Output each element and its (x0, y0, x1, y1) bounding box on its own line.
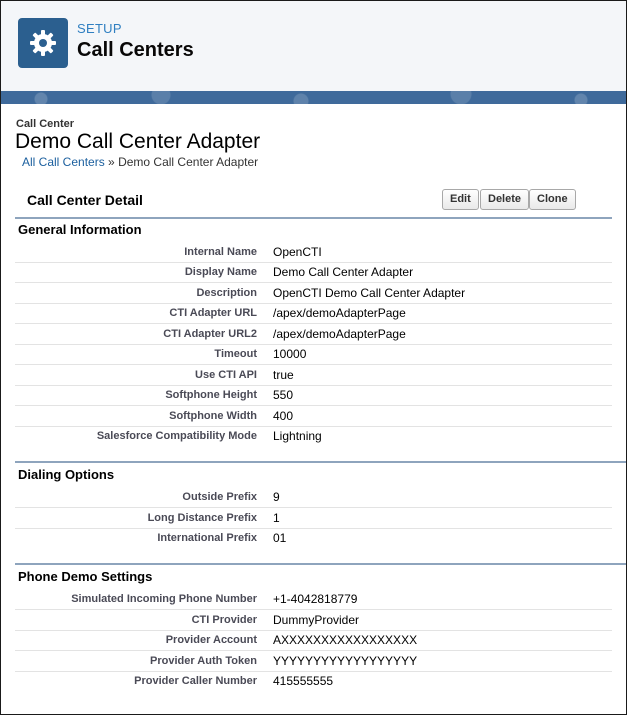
setup-label: SETUP (77, 21, 122, 36)
delete-button[interactable]: Delete (480, 189, 529, 210)
field-value: +1-4042818779 (273, 592, 358, 606)
detail-title: Call Center Detail (27, 192, 143, 208)
field-value: Demo Call Center Adapter (273, 265, 414, 279)
field-row (15, 487, 612, 508)
breadcrumb (22, 155, 258, 169)
main-content (1, 104, 626, 714)
field-label: Long Distance Prefix (147, 512, 257, 524)
setup-gear-tile (18, 18, 68, 68)
section-title-dialing: Dialing Options (18, 467, 115, 482)
field-row (15, 262, 612, 283)
field-label: CTI Provider (191, 614, 257, 626)
field-value: 10000 (273, 347, 307, 361)
field-row (15, 630, 612, 651)
field-value: 01 (273, 531, 287, 545)
section-title-general: General Information (18, 222, 142, 237)
field-label: Provider Account (165, 634, 257, 646)
field-value: 550 (273, 388, 294, 402)
record-type-label: Call Center (16, 118, 75, 130)
decorative-banner (1, 91, 626, 104)
page-header-title: Call Centers (77, 39, 194, 61)
field-value: 1 (273, 511, 280, 525)
field-label: Provider Caller Number (134, 675, 257, 687)
page-header (1, 1, 626, 92)
section-title-phone-demo: Phone Demo Settings (18, 569, 153, 584)
field-value: YYYYYYYYYYYYYYYYYY (273, 654, 418, 668)
field-row (15, 385, 612, 406)
clone-button[interactable]: Clone (529, 189, 576, 210)
field-row (15, 508, 612, 529)
field-row (15, 283, 612, 304)
field-row (15, 426, 612, 446)
field-value: OpenCTI (273, 245, 322, 259)
field-value: OpenCTI Demo Call Center Adapter (273, 286, 466, 300)
field-value: /apex/demoAdapterPage (273, 306, 406, 320)
field-value: 415555555 (273, 674, 334, 688)
field-value: true (273, 368, 294, 382)
field-row (15, 365, 612, 386)
field-label: Outside Prefix (182, 491, 257, 503)
field-label: CTI Adapter URL (169, 307, 257, 319)
edit-button[interactable]: Edit (442, 189, 479, 210)
field-label: Simulated Incoming Phone Number (71, 593, 257, 605)
field-row (15, 589, 612, 610)
breadcrumb-separator: » (108, 155, 115, 169)
field-value: Lightning (273, 429, 322, 443)
field-row (15, 671, 612, 691)
gear-icon (29, 29, 57, 57)
field-label: Timeout (214, 348, 257, 360)
field-row (15, 324, 612, 345)
record-title: Demo Call Center Adapter (15, 130, 261, 153)
field-row (15, 528, 612, 548)
field-label: Internal Name (184, 246, 257, 258)
field-label: Softphone Height (165, 389, 257, 401)
breadcrumb-all-call-centers-link[interactable]: All Call Centers (22, 155, 105, 169)
field-label: International Prefix (157, 532, 257, 544)
breadcrumb-current: Demo Call Center Adapter (118, 155, 259, 169)
field-row (15, 406, 612, 427)
section-divider (15, 563, 626, 565)
field-row (15, 651, 612, 672)
field-label: Use CTI API (195, 369, 257, 381)
field-label: Description (196, 287, 257, 299)
field-value: /apex/demoAdapterPage (273, 327, 406, 341)
field-label: CTI Adapter URL2 (163, 328, 257, 340)
field-row (15, 242, 612, 263)
field-label: Salesforce Compatibility Mode (96, 430, 257, 442)
field-row (15, 303, 612, 324)
field-value: DummyProvider (273, 613, 360, 627)
field-label: Display Name (184, 266, 257, 278)
field-value: AXXXXXXXXXXXXXXXXX (273, 633, 418, 647)
field-value: 400 (273, 409, 294, 423)
field-row (15, 610, 612, 631)
field-label: Softphone Width (169, 410, 257, 422)
field-label: Provider Auth Token (150, 655, 257, 667)
field-value: 9 (273, 490, 280, 504)
section-divider (15, 461, 626, 463)
field-row (15, 344, 612, 365)
detail-header (15, 184, 612, 219)
